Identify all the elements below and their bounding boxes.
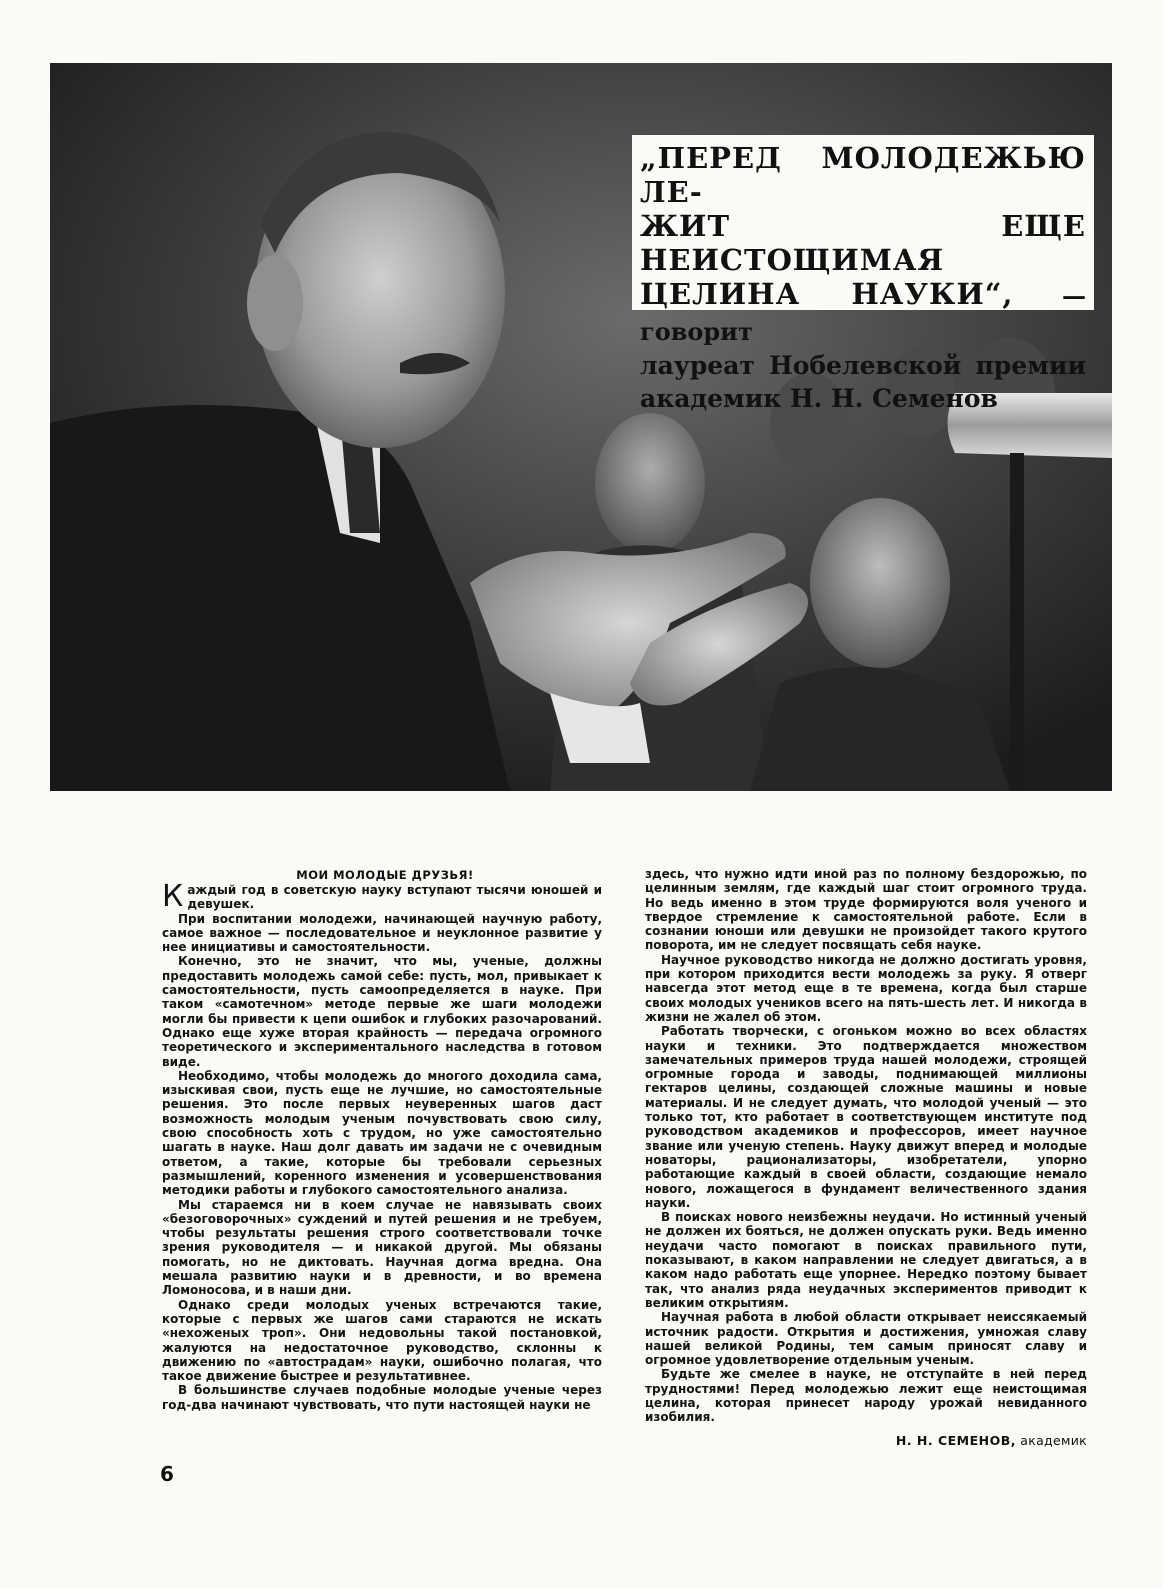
headline-line-1: „ПЕРЕД МОЛОДЕЖЬЮ ЛЕ- [640, 141, 1086, 209]
article-column-left [162, 879, 602, 1412]
paragraph: Научное руководство никогда не должно достигать уровня, при котором приходится вести молодежь за руку. Я отверг навсегда этот метод еще в те времена, когда был старше своих молодых учеников всего на пять-шесть лет. И никогда в жизни не жалел об этом. [645, 952, 1087, 1024]
paragraph: Необходимо, чтобы молодежь до многого доходила сама, изыскивая свои, пусть еще не лучшие, но самостоятельные решения. Это после первых неуверенных шагов даст возможность молодым ученым почувствовать свою силу, свою способность хоть с трудом, но уже самостоятельно шагать в науке. Наш долг давать им задачи не с очевидным ответом, а такие, которые бы требовали серьезных размышлений, коренного изменения и усовершенствования методики работы и глубокого самостоятельного анализа. [162, 1068, 602, 1198]
paragraph: Однако среди молодых ученых встречаются такие, которые с первых же шагов сами стараются не искать «нехоженых троп». Они недовольны такой постановкой, жалуются на недостаточное руководство, склонны к движению по «автострадам» науки, ошибочно полагая, что такое движение быстрее и результативнее. [162, 1297, 602, 1384]
paragraph: Конечно, это не значит, что мы, ученые, должны предоставить молодежь самой себе: пусть, мол, привыкает к самостоятельности, пусть самоопределяется в науке. При таком «самотечном» методе первые же шаги молодежи могли бы привести к цепи ошибок и глубоких разочарований. Однако еще хуже вторая крайность — передача огромного теоретического и экспериментального наследства в готовом виде. [162, 954, 602, 1069]
paragraph: Работать творчески, с огоньком можно во всех областях науки и техники. Это подтверждается множеством замечательных примеров труда нашей молодежи, строящей огромные города и заводы, поднимающей миллионы гектаров целины, создающей сложные машины и новые материалы. И не следует думать, что молодой ученый — это только тот, кто работает в соответствующем институте под руководством академиков и профессоров, имеет научное звание или ученую степень. Науку движут вперед и молодые новаторы, рационализаторы, изобретатели, упорно работающие каждый в своей области, создающие немало нового, ложащегося в фундамент величественного здания науки. [645, 1024, 1087, 1210]
headline-quote-end: ЦЕЛИНА НАУКИ“, [640, 277, 1014, 311]
article-title: МОИ МОЛОДЫЕ ДРУЗЬЯ! [296, 868, 474, 882]
article-column-right [645, 867, 1087, 1425]
headline-says: — говорит [640, 281, 1086, 346]
paragraph: Научная работа в любой области открывает неиссякаемый источник радости. Открытия и достижения, умножая славу нашей великой Родины, тем самым приносят славу и огромное удовлетворение отдельным ученым. [645, 1310, 1087, 1368]
author-name: Н. Н. СЕМЕНОВ, [895, 1433, 1017, 1448]
paragraph: Мы стараемся ни в коем случае не навязывать своих «безоговорочных» суждений и путей решения и не требуем, чтобы результаты решения строго соответствовали точке зрения руководителя — и никакой другой. Мы обязаны помогать, но не диктовать. Научная догма вредна. Она мешала развитию науки и в древности, и во времена Ломоносова, и в наши дни. [162, 1197, 602, 1298]
headline-box [632, 135, 1094, 413]
headline-line-5: академик Н. Н. Семенов [640, 384, 998, 413]
author-signature [855, 1433, 1087, 1448]
headline-line-4: лауреат Нобелевской премии [640, 351, 1086, 380]
paragraph: Будьте же смелее в науке, не отступайте в ней перед трудностями! Перед молодежью лежит еще неистощимая целина, которая принесет народу урожай невиданного изобилия. [645, 1367, 1087, 1425]
paragraph: В большинстве случаев подобные молодые ученые через год-два начинают чувствовать, что пути настоящей науки не [162, 1383, 602, 1412]
page-number: 6 [160, 1462, 174, 1486]
headline-line-2: ЖИТ ЕЩЕ НЕИСТОЩИМАЯ [640, 209, 1086, 277]
drop-cap: К [162, 879, 184, 914]
headline-line-3 [640, 277, 1086, 349]
paragraph: При воспитании молодежи, начинающей научную работу, самое важное — последовательное и неуклонное развитие у нее инициативы и самостоятельности. [162, 911, 602, 955]
author-role: академик [1016, 1433, 1087, 1448]
paragraph: В поисках нового неизбежны неудачи. Но истинный ученый не должен их бояться, не должен опускать руки. Ведь именно неудачи часто помогают в поисках правильного пути, показывают, в каком направлении не следует двигаться, а в каком надо работать еще упорнее. Нередко поэтому бывает так, что анализ ряда неудачных экспериментов приводит к великим открытиям. [645, 1210, 1087, 1310]
paragraph: здесь, что нужно идти иной раз по полному бездорожью, по целинным землям, где каждый шаг стоит огромного труда. Но ведь именно в этом труде формируются воля ученого и твердое стремление к самостоятельной работе. Если в сознании юноши или девушки не произойдет такого крутого поворота, им не следует посвящать себя науке. [645, 867, 1087, 953]
paragraph: Каждый год в советскую науку вступают тысячи юношей и девушек. [162, 879, 602, 914]
